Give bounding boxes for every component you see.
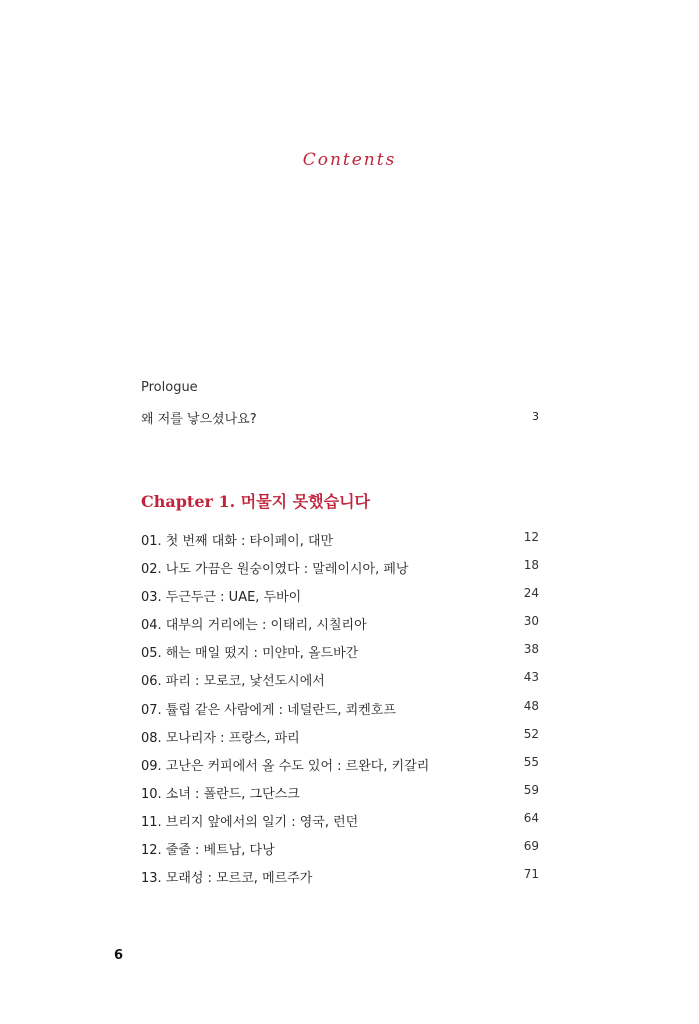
toc-entry-page: 48 [523, 698, 539, 713]
toc-entry-page: 52 [523, 726, 539, 741]
toc-entry[interactable] [141, 839, 539, 867]
toc-entry[interactable] [141, 586, 539, 614]
toc-entry-page: 64 [523, 810, 539, 825]
toc-entry[interactable] [141, 614, 539, 642]
chapter-title: Chapter 1. 머물지 못했습니다 [141, 492, 370, 511]
toc-entry[interactable] [141, 755, 539, 783]
prologue-page: 3 [532, 410, 539, 423]
toc-entry-page: 38 [523, 642, 539, 657]
toc-entry-page: 69 [523, 839, 539, 854]
toc-entry-title: 12. 줄줄 : 베트남, 다낭 [141, 843, 275, 859]
page-number: 6 [114, 948, 124, 963]
toc-list [141, 530, 539, 895]
toc-entry-title: 04. 대부의 거리에는 : 이태리, 시칠리아 [141, 618, 367, 634]
toc-entry[interactable] [141, 530, 539, 558]
toc-entry-title: 08. 모나리자 : 프랑스, 파리 [141, 730, 300, 746]
toc-entry[interactable] [141, 699, 539, 727]
toc-entry-page: 71 [523, 867, 539, 882]
toc-entry-page: 18 [523, 558, 539, 573]
toc-entry-title: 05. 해는 매일 떴지 : 미얀마, 올드바간 [141, 646, 359, 662]
toc-entry-title: 02. 나도 가끔은 원숭이였다 : 말레이시아, 페낭 [141, 562, 409, 578]
toc-entry[interactable] [141, 558, 539, 586]
toc-entry-title: 13. 모래성 : 모르코, 메르주가 [141, 871, 313, 887]
prologue-label: Prologue [141, 380, 198, 395]
toc-entry-page: 12 [523, 530, 539, 544]
toc-entry-page: 55 [523, 754, 539, 769]
toc-entry-page: 59 [523, 782, 539, 797]
toc-entry-page: 24 [523, 586, 539, 601]
toc-entry[interactable] [141, 867, 539, 895]
toc-entry[interactable] [141, 811, 539, 839]
toc-entry-title: 09. 고난은 커피에서 올 수도 있어 : 르완다, 키갈리 [141, 758, 430, 774]
toc-entry[interactable] [141, 670, 539, 698]
toc-entry-title: 10. 소녀 : 폴란드, 그단스크 [141, 786, 300, 802]
toc-entry[interactable] [141, 642, 539, 670]
toc-entry-title: 11. 브리지 앞에서의 일기 : 영국, 런던 [141, 814, 359, 830]
toc-entry-title: 07. 튤립 같은 사람에게 : 네덜란드, 쾨켄호프 [141, 702, 396, 718]
toc-entry-page: 30 [523, 614, 539, 629]
toc-entry-title: 01. 첫 번째 대화 : 타이페이, 대만 [141, 534, 334, 549]
toc-entry-title: 06. 파리 : 모로코, 낯선도시에서 [141, 674, 325, 690]
toc-entry-title: 03. 두근두근 : UAE, 두바이 [141, 590, 302, 606]
toc-entry[interactable] [141, 727, 539, 755]
prologue-title: 왜 저를 낳으셨나요? [141, 412, 257, 427]
toc-entry[interactable] [141, 783, 539, 811]
contents-heading: Contents [302, 150, 397, 170]
toc-entry-page: 43 [523, 670, 539, 685]
prologue-entry[interactable] [141, 408, 539, 428]
